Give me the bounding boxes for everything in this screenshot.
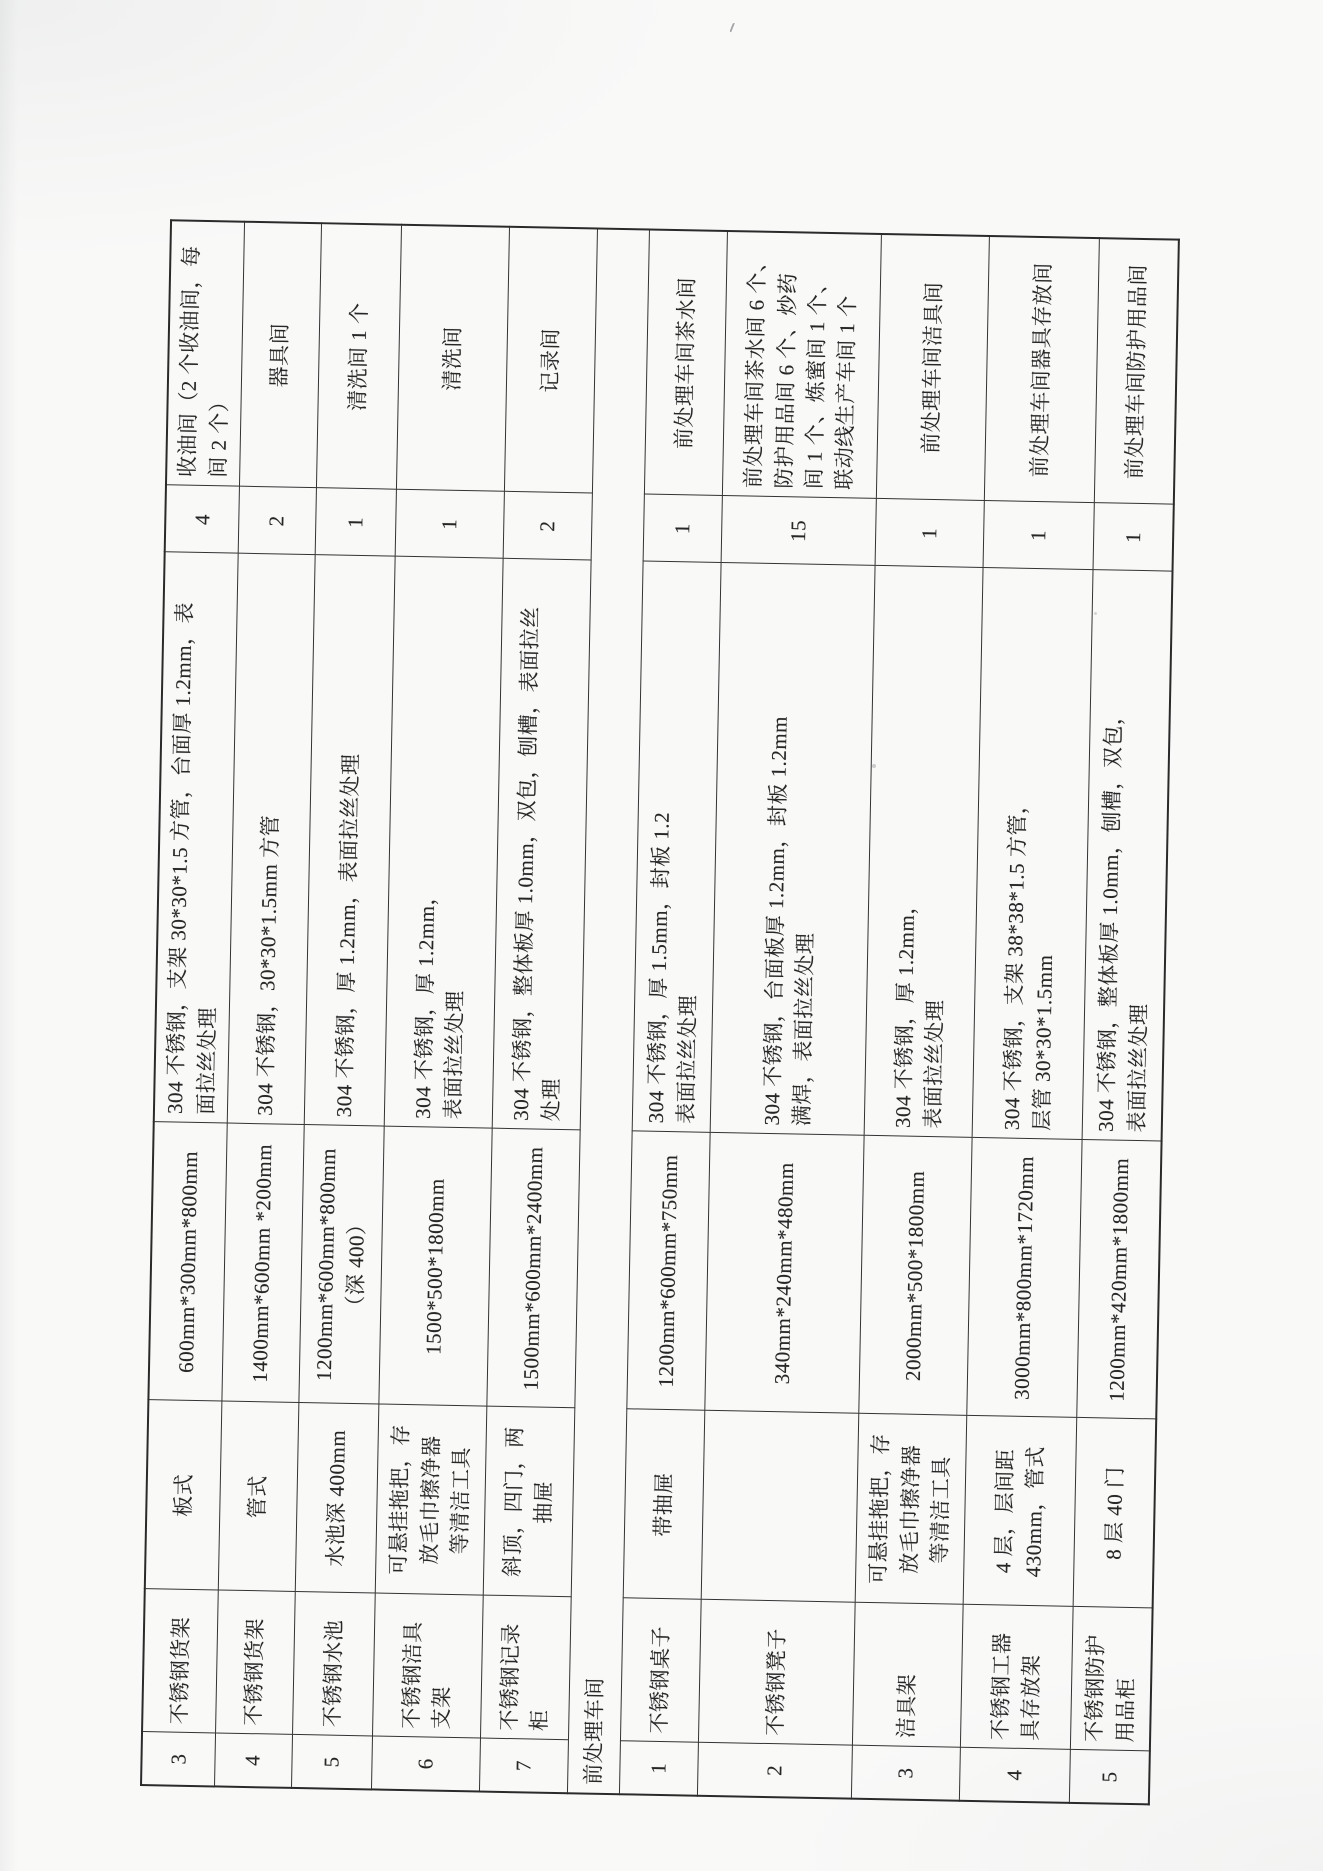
cell-size: 340mm*240mm*480mm	[704, 1133, 863, 1414]
cell-name: 不锈钢货架	[215, 1590, 295, 1734]
cell-serial: 1	[619, 1741, 698, 1795]
cell-serial: 4	[959, 1748, 1070, 1803]
cell-serial: 7	[479, 1739, 568, 1794]
cell-name: 不锈钢工器具存放架	[960, 1605, 1073, 1750]
cell-type	[701, 1411, 859, 1603]
cell-name: 不锈钢货架	[142, 1589, 218, 1733]
cell-location: 清洗间	[396, 225, 509, 492]
cell-type: 4 层，层间距 430mm，管式	[963, 1416, 1077, 1607]
cell-quantity: 4	[165, 485, 239, 553]
cell-spec: 304 不锈钢，支架 38*38*1.5 方管， 层管 30*30*1.5mm	[972, 568, 1093, 1140]
cell-type: 水池深 400mm	[295, 1403, 379, 1594]
cell-name: 不锈钢记录柜	[480, 1596, 571, 1741]
cell-quantity: 2	[503, 492, 592, 561]
cell-quantity: 2	[238, 487, 316, 555]
cell-spec: 304 不锈钢，30*30*1.5mm 方管	[227, 554, 315, 1125]
cell-type: 可悬挂拖把，存 放毛巾擦净器 等清洁工具	[855, 1414, 967, 1605]
cell-size: 600mm*300mm*800mm	[148, 1122, 226, 1401]
scan-speck	[729, 22, 737, 33]
cell-spec: 304 不锈钢，支架 30*30*1.5 方管，台面厚 1.2mm，表 面拉丝处理	[154, 552, 238, 1123]
cell-type: 可悬挂拖把，存 放毛巾擦净器 等清洁工具	[375, 1405, 487, 1596]
cell-quantity: 15	[721, 496, 876, 566]
cell-size: 1400mm*600mm *200mm	[221, 1124, 303, 1403]
cell-type: 管式	[218, 1401, 299, 1591]
cell-quantity: 1	[395, 490, 504, 559]
cell-location: 记录间	[504, 227, 597, 494]
cell-serial: 3	[851, 1746, 960, 1801]
cell-name: 不锈钢凳子	[698, 1600, 855, 1746]
cell-serial: 3	[141, 1732, 215, 1786]
cell-size: 1500mm*600mm*2400mm	[486, 1129, 579, 1409]
cell-quantity: 1	[643, 494, 722, 562]
cell-type: 斜顶，四门，两 抽屉	[483, 1407, 575, 1598]
cell-serial: 5	[1069, 1750, 1150, 1805]
cell-spec: 304 不锈钢，台面板厚 1.2mm，封板 1.2mm 满焊，表面拉丝处理	[710, 563, 875, 1136]
cell-quantity: 1	[875, 499, 984, 568]
cell-serial: 5	[291, 1735, 372, 1790]
cell-location: 前处理车间防护用品间	[1094, 238, 1179, 504]
cell-spec: 304 不锈钢，厚 1.2mm，表面拉丝处理	[304, 555, 395, 1126]
cell-name: 洁具架	[852, 1603, 963, 1748]
cell-location: 前处理车间器具存放间	[984, 236, 1099, 503]
cell-size: 3000mm*800mm*1720mm	[966, 1138, 1081, 1418]
cell-spec: 304 不锈钢，厚 1.5mm，封板 1.2 表面拉丝处理	[632, 561, 721, 1132]
cell-size: 1200mm*600mm*800mm （深 400）	[298, 1125, 383, 1404]
cell-location: 前处理车间茶水间 6 个、 防护用品间 6 个、炒药 间 1 个、炼蜜间 1 个、 联动线生产车间 1 个	[722, 231, 881, 499]
cell-serial: 6	[371, 1736, 480, 1791]
equipment-table	[140, 219, 1180, 1805]
cell-serial: 4	[214, 1733, 292, 1787]
cell-quantity: 1	[1093, 503, 1174, 572]
cell-location: 清洗间 1 个	[316, 223, 401, 489]
cell-size: 1500*500*1800mm	[378, 1127, 491, 1407]
cell-name: 不锈钢防护用品柜	[1070, 1607, 1153, 1752]
cell-location: 器具间	[239, 222, 321, 488]
cell-type: 板式	[145, 1400, 222, 1590]
cell-quantity: 1	[315, 488, 396, 557]
cell-location: 前处理车间洁具间	[876, 234, 989, 501]
rotated-table	[140, 221, 1178, 1805]
cell-spec: 304 不锈钢，厚 1.2mm， 表面拉丝处理	[384, 557, 503, 1129]
cell-serial: 2	[697, 1743, 852, 1799]
section-header-cell: 前处理车间	[567, 228, 649, 1794]
cell-type: 带抽屉	[623, 1409, 705, 1599]
cell-spec: 304 不锈钢，整体板厚 1.0mm，刨槽，双包， 表面拉丝处理	[1082, 570, 1173, 1141]
cell-name: 不锈钢水池	[292, 1592, 375, 1737]
cell-name: 不锈钢桌子	[620, 1598, 701, 1742]
cell-type: 8 层 40 门	[1073, 1418, 1157, 1609]
cell-name: 不锈钢洁具支架	[372, 1593, 483, 1738]
cell-location: 前处理车间茶水间	[644, 229, 727, 495]
cell-size: 2000mm*500*1800mm	[858, 1136, 971, 1416]
cell-spec: 304 不锈钢，厚 1.2mm， 表面拉丝处理	[864, 566, 983, 1138]
cell-spec: 304 不锈钢，整体板厚 1.0mm，双包，刨槽，表面拉丝 处理	[492, 559, 591, 1131]
table-row	[697, 231, 881, 1799]
cell-quantity: 1	[983, 501, 1094, 570]
cell-size: 1200mm*600mm*750mm	[626, 1131, 709, 1410]
cell-location: 收油间（2 个收油间，每 间 2 个）	[166, 220, 244, 486]
cell-size: 1200mm*420mm*1800mm	[1076, 1140, 1161, 1419]
